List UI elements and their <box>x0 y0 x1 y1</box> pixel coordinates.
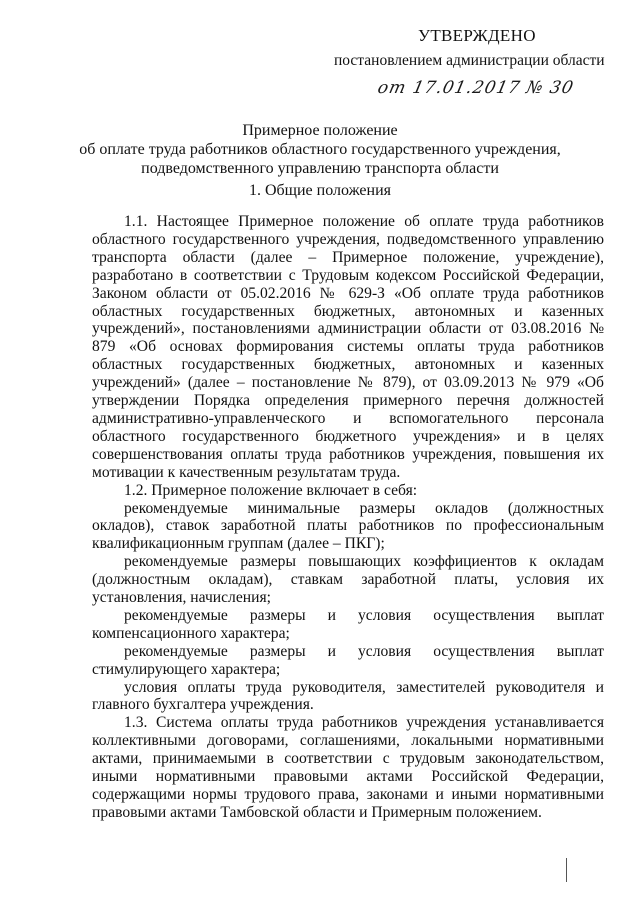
list-item: рекомендуемые размеры и условия осуществления выплат компенсационного характера; <box>92 606 604 642</box>
approved-by-line: постановлением администрации области <box>334 52 605 69</box>
list-item: рекомендуемые размеры и условия осуществления выплат стимулирующего характера; <box>92 642 604 678</box>
list-item: рекомендуемые размеры повышающих коэффициентов к окладам (должностным окладам), ставкам заработной платы, условия их установления, начисления; <box>92 553 604 607</box>
handwritten-date-number: от 17.01.2017 № 30 <box>375 78 576 98</box>
title-line-2: об оплате труда работников областного государственного учреждения, <box>79 141 561 158</box>
document-body <box>92 213 604 822</box>
paragraph-1-3: 1.3. Система оплаты труда работников учреждения устанавливается коллективными договорами, соглашениями, локальными нормативными актами, принимаемыми в соответствии с трудовым законодательством, иными нормативными правовыми актами Российской Федерации, содержащими нормы трудового права, законами и иными нормативными правовыми актами Тамбовской области и Примерным положением. <box>92 714 604 821</box>
title-line-3: подведомственного управлению транспорта области <box>141 160 499 177</box>
section-heading: 1. Общие положения <box>248 182 392 199</box>
list-item: рекомендуемые минимальные размеры окладов (должностных окладов), ставок заработной платы работников по профессиональным квалификационным группам (далее – ПКГ); <box>92 499 604 553</box>
list-item: условия оплаты труда руководителя, заместителей руководителя и главного бухгалтера учреждения. <box>92 678 604 714</box>
paragraph-1-1: 1.1. Настоящее Примерное положение об оплате труда работников областного государственного учреждения, подведомственного управлению транспорта области (далее – Примерное положение, учреждение), разработано в соответствии с Трудовым кодексом Российской Федерации, Законом области от 05.02.2016 № 629-З «Об оплате труда работников областных государственных бюджетных, автономных и казенных учреждений», постановлениями администрации области от 03.08.2016 № 879 «Об основах формирования системы оплаты труда работников областных государственных бюджетных, автономных и казенных учреждений» (далее – постановление № 879), от 03.09.2013 № 979 «Об утверждении Порядка определения примерного перечня должностей административно-управленческого и вспомогательного персонала областного государственного бюджетного учреждения» и в целях совершенствования оплаты труда работников учреждения, повышения их мотивации к качественным результатам труда. <box>92 213 604 481</box>
title-line-1: Примерное положение <box>242 122 398 139</box>
paragraph-1-2: 1.2. Примерное положение включает в себя: <box>124 481 418 499</box>
page-edge-mark <box>566 858 569 882</box>
document-title <box>60 121 580 178</box>
approved-heading: УТВЕРЖДЕНО <box>418 26 536 45</box>
